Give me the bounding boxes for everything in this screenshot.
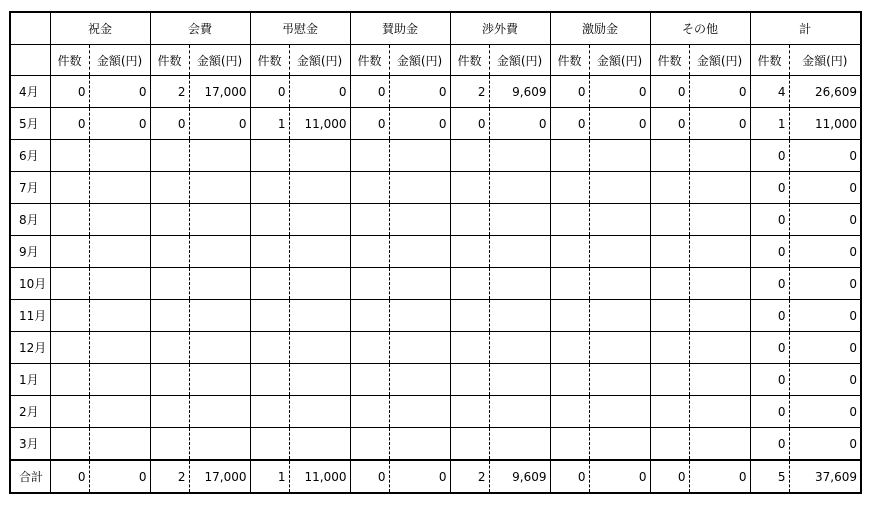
count-header: 件数	[150, 45, 189, 76]
count-cell: 0	[650, 76, 689, 108]
amount-cell: 0	[589, 76, 650, 108]
amount-cell: 0	[589, 108, 650, 140]
table-row	[10, 300, 861, 332]
amount-header: 金額(円)	[189, 45, 250, 76]
count-cell	[650, 236, 689, 268]
amount-cell	[289, 172, 350, 204]
amount-cell	[89, 364, 150, 396]
count-cell	[350, 428, 389, 461]
amount-cell: 0	[289, 76, 350, 108]
amount-cell	[89, 396, 150, 428]
amount-cell	[289, 268, 350, 300]
amount-cell	[589, 140, 650, 172]
amount-cell: 0	[389, 460, 450, 493]
count-cell	[550, 236, 589, 268]
amount-cell	[389, 204, 450, 236]
count-cell	[550, 268, 589, 300]
month-label: 5月	[10, 108, 50, 140]
amount-cell	[489, 172, 550, 204]
count-cell	[350, 268, 389, 300]
amount-cell: 0	[789, 428, 861, 461]
count-cell: 0	[750, 236, 789, 268]
category-header-row	[10, 12, 861, 45]
amount-cell	[689, 300, 750, 332]
amount-cell	[289, 364, 350, 396]
count-header: 件数	[450, 45, 489, 76]
count-cell	[350, 300, 389, 332]
amount-cell	[89, 140, 150, 172]
amount-cell	[389, 300, 450, 332]
count-cell: 0	[750, 172, 789, 204]
category-header: 賛助金	[350, 12, 450, 45]
count-cell	[450, 364, 489, 396]
table-row	[10, 396, 861, 428]
amount-cell: 17,000	[189, 460, 250, 493]
count-cell	[50, 140, 89, 172]
count-cell	[550, 332, 589, 364]
count-cell	[650, 396, 689, 428]
amount-header: 金額(円)	[689, 45, 750, 76]
amount-cell	[689, 236, 750, 268]
amount-cell	[489, 236, 550, 268]
count-cell	[550, 204, 589, 236]
count-cell	[350, 140, 389, 172]
amount-cell	[189, 300, 250, 332]
amount-cell	[489, 300, 550, 332]
count-cell: 0	[550, 460, 589, 493]
count-cell	[150, 428, 189, 461]
count-cell: 0	[50, 76, 89, 108]
amount-cell: 0	[389, 76, 450, 108]
amount-cell	[89, 268, 150, 300]
table-row	[10, 172, 861, 204]
count-cell	[250, 300, 289, 332]
count-cell: 1	[750, 108, 789, 140]
amount-cell	[589, 204, 650, 236]
count-cell	[150, 204, 189, 236]
amount-cell	[189, 364, 250, 396]
count-cell	[550, 396, 589, 428]
amount-cell	[289, 236, 350, 268]
amount-cell: 11,000	[789, 108, 861, 140]
amount-cell: 0	[689, 76, 750, 108]
count-cell	[50, 300, 89, 332]
amount-cell: 9,609	[489, 460, 550, 493]
amount-cell	[489, 332, 550, 364]
amount-cell: 37,609	[789, 460, 861, 493]
amount-cell	[389, 140, 450, 172]
count-cell: 0	[650, 108, 689, 140]
amount-cell: 0	[789, 396, 861, 428]
count-cell	[50, 204, 89, 236]
amount-cell	[189, 332, 250, 364]
summary-table	[9, 11, 862, 494]
count-cell	[350, 332, 389, 364]
amount-cell	[389, 396, 450, 428]
table-row	[10, 76, 861, 108]
count-cell: 0	[750, 204, 789, 236]
table-row	[10, 204, 861, 236]
category-header: その他	[650, 12, 750, 45]
count-cell	[350, 396, 389, 428]
amount-cell	[189, 140, 250, 172]
count-cell	[550, 300, 589, 332]
amount-cell: 0	[789, 172, 861, 204]
count-cell	[250, 204, 289, 236]
amount-cell: 0	[389, 108, 450, 140]
count-cell	[250, 172, 289, 204]
table-row	[10, 364, 861, 396]
count-cell	[650, 268, 689, 300]
count-cell	[350, 236, 389, 268]
amount-cell	[589, 428, 650, 461]
count-cell	[350, 364, 389, 396]
amount-cell	[489, 364, 550, 396]
amount-cell: 0	[89, 76, 150, 108]
count-cell	[450, 204, 489, 236]
amount-cell: 0	[89, 460, 150, 493]
count-cell	[250, 332, 289, 364]
amount-cell	[289, 140, 350, 172]
amount-cell: 0	[489, 108, 550, 140]
count-cell	[250, 140, 289, 172]
count-cell: 0	[550, 108, 589, 140]
table-row	[10, 140, 861, 172]
count-cell: 0	[650, 460, 689, 493]
amount-cell	[189, 236, 250, 268]
month-label: 7月	[10, 172, 50, 204]
category-header: 計	[750, 12, 861, 45]
count-header: 件数	[50, 45, 89, 76]
count-cell	[550, 172, 589, 204]
amount-cell	[89, 332, 150, 364]
count-cell	[50, 428, 89, 461]
table-row	[10, 428, 861, 461]
count-cell	[150, 236, 189, 268]
amount-cell	[189, 268, 250, 300]
amount-cell	[489, 396, 550, 428]
count-cell	[550, 364, 589, 396]
count-header: 件数	[550, 45, 589, 76]
month-label: 10月	[10, 268, 50, 300]
count-cell	[450, 300, 489, 332]
category-header: 祝金	[50, 12, 150, 45]
count-cell: 5	[750, 460, 789, 493]
count-cell: 2	[150, 76, 189, 108]
amount-cell	[489, 140, 550, 172]
amount-cell	[589, 332, 650, 364]
count-cell	[450, 428, 489, 461]
table-row	[10, 108, 861, 140]
amount-cell	[589, 172, 650, 204]
amount-header: 金額(円)	[289, 45, 350, 76]
count-cell	[50, 364, 89, 396]
count-cell	[450, 396, 489, 428]
count-cell	[450, 140, 489, 172]
count-cell	[550, 140, 589, 172]
amount-cell: 0	[89, 108, 150, 140]
count-cell: 2	[450, 76, 489, 108]
count-cell	[150, 268, 189, 300]
count-cell: 0	[50, 108, 89, 140]
sub-header-row	[10, 45, 861, 76]
amount-cell	[689, 140, 750, 172]
count-cell	[450, 236, 489, 268]
count-cell: 0	[750, 300, 789, 332]
amount-cell: 0	[789, 268, 861, 300]
count-cell	[250, 428, 289, 461]
amount-cell	[589, 268, 650, 300]
amount-cell	[389, 268, 450, 300]
month-label: 2月	[10, 396, 50, 428]
amount-header: 金額(円)	[489, 45, 550, 76]
amount-cell	[289, 204, 350, 236]
amount-cell: 0	[789, 332, 861, 364]
amount-cell	[289, 300, 350, 332]
count-cell	[650, 300, 689, 332]
count-cell: 0	[750, 140, 789, 172]
month-label: 3月	[10, 428, 50, 461]
amount-cell	[489, 204, 550, 236]
count-header: 件数	[350, 45, 389, 76]
count-cell: 2	[450, 460, 489, 493]
amount-cell	[589, 364, 650, 396]
amount-cell	[589, 300, 650, 332]
amount-cell	[689, 396, 750, 428]
count-cell	[650, 140, 689, 172]
amount-cell: 0	[689, 460, 750, 493]
corner-cell	[10, 12, 50, 45]
count-cell	[650, 364, 689, 396]
amount-cell	[289, 332, 350, 364]
count-header: 件数	[650, 45, 689, 76]
count-cell	[450, 332, 489, 364]
amount-cell	[689, 204, 750, 236]
count-cell: 2	[150, 460, 189, 493]
count-header: 件数	[750, 45, 789, 76]
count-cell: 0	[350, 460, 389, 493]
count-cell	[50, 236, 89, 268]
month-label: 4月	[10, 76, 50, 108]
amount-cell	[689, 364, 750, 396]
count-cell	[150, 300, 189, 332]
amount-cell	[189, 172, 250, 204]
amount-header: 金額(円)	[789, 45, 861, 76]
amount-header: 金額(円)	[89, 45, 150, 76]
count-cell: 1	[250, 108, 289, 140]
count-cell	[450, 172, 489, 204]
amount-cell	[89, 428, 150, 461]
count-cell	[150, 140, 189, 172]
count-cell: 0	[50, 460, 89, 493]
amount-cell	[689, 332, 750, 364]
amount-cell	[389, 332, 450, 364]
category-header: 弔慰金	[250, 12, 350, 45]
amount-cell	[489, 268, 550, 300]
count-cell	[250, 268, 289, 300]
count-cell: 4	[750, 76, 789, 108]
count-cell: 0	[250, 76, 289, 108]
month-label: 6月	[10, 140, 50, 172]
table-row	[10, 236, 861, 268]
amount-cell	[689, 172, 750, 204]
count-cell	[650, 428, 689, 461]
table-row	[10, 332, 861, 364]
count-cell	[650, 332, 689, 364]
month-label: 8月	[10, 204, 50, 236]
amount-cell	[489, 428, 550, 461]
count-cell	[350, 204, 389, 236]
count-cell	[650, 204, 689, 236]
amount-cell	[389, 172, 450, 204]
count-cell: 0	[350, 108, 389, 140]
category-header: 激励金	[550, 12, 650, 45]
count-cell: 1	[250, 460, 289, 493]
count-cell: 0	[750, 268, 789, 300]
amount-cell	[589, 396, 650, 428]
amount-cell: 0	[189, 108, 250, 140]
count-cell	[150, 396, 189, 428]
count-cell: 0	[150, 108, 189, 140]
amount-cell: 0	[789, 236, 861, 268]
count-cell	[150, 364, 189, 396]
amount-cell: 17,000	[189, 76, 250, 108]
count-cell	[50, 268, 89, 300]
count-cell: 0	[750, 396, 789, 428]
amount-cell	[89, 300, 150, 332]
month-label: 9月	[10, 236, 50, 268]
amount-cell	[289, 396, 350, 428]
count-cell	[50, 396, 89, 428]
count-cell	[650, 172, 689, 204]
count-cell: 0	[350, 76, 389, 108]
amount-cell	[589, 236, 650, 268]
amount-cell: 0	[789, 204, 861, 236]
amount-cell	[89, 236, 150, 268]
count-cell	[450, 268, 489, 300]
total-row	[10, 460, 861, 493]
amount-cell: 0	[789, 300, 861, 332]
count-cell	[550, 428, 589, 461]
amount-cell	[289, 428, 350, 461]
count-cell	[50, 172, 89, 204]
amount-cell	[89, 172, 150, 204]
corner-cell	[10, 45, 50, 76]
amount-cell	[389, 428, 450, 461]
amount-cell	[189, 396, 250, 428]
count-cell	[150, 172, 189, 204]
amount-cell	[89, 204, 150, 236]
amount-cell: 11,000	[289, 108, 350, 140]
count-header: 件数	[250, 45, 289, 76]
count-cell	[250, 236, 289, 268]
category-header: 渉外費	[450, 12, 550, 45]
amount-cell	[689, 428, 750, 461]
amount-cell	[189, 204, 250, 236]
count-cell: 0	[750, 364, 789, 396]
amount-cell: 0	[789, 364, 861, 396]
month-label: 12月	[10, 332, 50, 364]
amount-cell: 11,000	[289, 460, 350, 493]
category-header: 会費	[150, 12, 250, 45]
table-body	[10, 76, 861, 494]
month-label: 1月	[10, 364, 50, 396]
count-cell: 0	[750, 332, 789, 364]
count-cell	[250, 396, 289, 428]
amount-cell	[389, 364, 450, 396]
amount-cell: 9,609	[489, 76, 550, 108]
amount-cell: 0	[789, 140, 861, 172]
count-cell	[150, 332, 189, 364]
amount-cell: 26,609	[789, 76, 861, 108]
total-label: 合計	[10, 460, 50, 493]
count-cell	[250, 364, 289, 396]
count-cell: 0	[750, 428, 789, 461]
table-row	[10, 268, 861, 300]
amount-cell: 0	[689, 108, 750, 140]
amount-cell: 0	[589, 460, 650, 493]
count-cell	[50, 332, 89, 364]
month-label: 11月	[10, 300, 50, 332]
count-cell: 0	[450, 108, 489, 140]
amount-header: 金額(円)	[389, 45, 450, 76]
count-cell: 0	[550, 76, 589, 108]
amount-cell	[189, 428, 250, 461]
amount-cell	[689, 268, 750, 300]
count-cell	[350, 172, 389, 204]
amount-header: 金額(円)	[589, 45, 650, 76]
amount-cell	[389, 236, 450, 268]
